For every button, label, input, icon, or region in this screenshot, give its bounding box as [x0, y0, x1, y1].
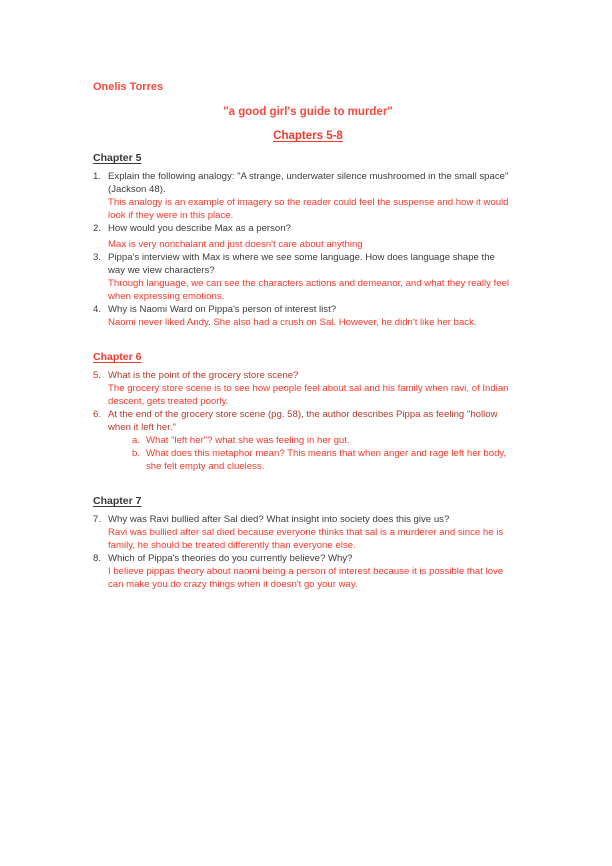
question-item [93, 251, 512, 303]
item-number: 5. [93, 370, 102, 381]
sub-item-text: What does this metaphor mean? This means that when anger and rage left her body, she felt empty and clueless. [146, 448, 507, 472]
question-item [93, 303, 512, 329]
item-number: 3. [93, 252, 102, 263]
document-title: "a good girl's guide to murder" [223, 106, 393, 118]
question-text: Pippa's interview with Max is where we see some language. How does language shape the way we view characters? [108, 252, 495, 276]
question-item [93, 170, 512, 222]
question-text: Explain the following analogy: "A strange, underwater silence mushroomed in the small space" (Jackson 48). [108, 171, 509, 195]
answer-text: The grocery store scene is to see how people feel about sal and his family when ravi, of Indian descent, gets treated poorly. [108, 383, 509, 407]
question-text: What is the point of the grocery store scene? [108, 370, 299, 381]
sub-item-letter: b. [132, 448, 141, 459]
chapter-heading: Chapter 6 [93, 351, 142, 363]
item-number: 7. [93, 514, 102, 525]
answer-text: Through language, we can see the characters actions and demeanor, and what they really feel when expressing emotions. [108, 278, 510, 302]
item-number: 8. [93, 553, 102, 564]
question-text: Which of Pippa's theories do you currently believe? Why? [108, 553, 353, 564]
question-text: Why was Ravi bullied after Sal died? What insight into society does this give us? [108, 514, 450, 525]
item-number: 6. [93, 409, 102, 420]
question-item [93, 408, 512, 473]
question-text: At the end of the grocery store scene (pg. 58), the author describes Pippa as feeling "hollow when it left her." [108, 409, 498, 433]
chapter-section [93, 351, 523, 473]
sub-question-item [108, 434, 512, 447]
question-item [93, 552, 512, 591]
sub-question-list [108, 434, 512, 473]
question-text: How would you describe Max as a person? [108, 223, 291, 234]
item-number: 1. [93, 171, 102, 182]
document-subtitle [93, 129, 523, 143]
author-name: Onelis Torres [93, 81, 164, 93]
answer-text: Ravi was bullied after sal died because everyone thinks that sal is a murderer and since he is family, he should be treated differently than everyone else. [108, 527, 504, 551]
item-number: 2. [93, 223, 102, 234]
question-item [93, 513, 512, 552]
item-number: 4. [93, 304, 102, 315]
question-item [93, 369, 512, 408]
question-list [93, 369, 512, 473]
answer-text: This analogy is an example of imagery so the reader could feel the suspense and how it would look if they were in this place. [108, 197, 509, 221]
document-subtitle-text: Chapters 5-8 [273, 130, 343, 142]
chapter-section [93, 152, 523, 329]
question-list [93, 170, 512, 329]
chapter-section [93, 495, 523, 591]
document-body [93, 152, 523, 591]
sub-question-item [108, 447, 512, 473]
chapter-heading: Chapter 7 [93, 495, 142, 507]
answer-text: I believe pippas theory about naomi being a person of interest because it is possible that love can make you do crazy things when it doesn't go your way. [108, 566, 504, 590]
sub-item-text: What "left her"? what she was feeling in her gut. [146, 435, 350, 446]
question-text: Why is Naomi Ward on Pippa's person of interest list? [108, 304, 337, 315]
answer-text: Max is very nonchalant and just doesn't care about anything [108, 239, 363, 250]
question-item [93, 222, 512, 251]
question-list [93, 513, 512, 591]
chapter-heading: Chapter 5 [93, 152, 142, 164]
sub-item-letter: a. [132, 435, 141, 446]
answer-text: Naomi never liked Andy. She also had a crush on Sal. However, he didn't like her back. [108, 317, 477, 328]
